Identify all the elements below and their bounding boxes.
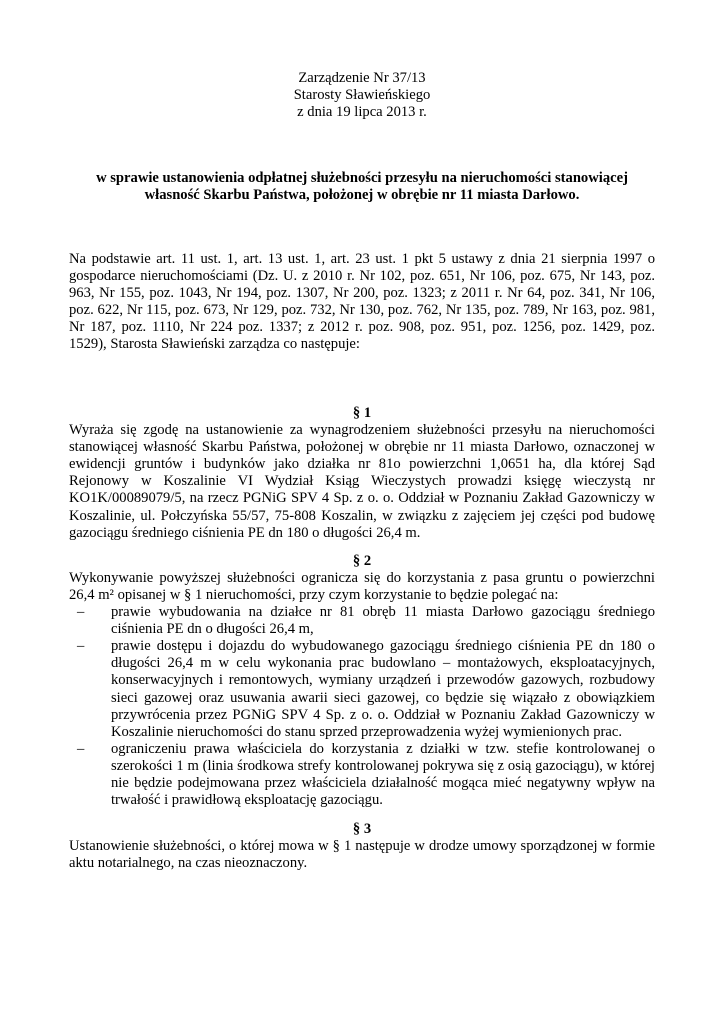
dash-bullet-icon: –	[77, 740, 85, 757]
order-sections	[69, 405, 655, 872]
order-subject: w sprawie ustanowienia odpłatnej służebności przesyłu na nieruchomości stanowiącej własność Skarbu Państwa, położonej w obrębie nr 11 miasta Darłowo.	[96, 170, 628, 204]
section-3-title: § 3	[352, 821, 372, 838]
section-1-body: Wyraża się zgodę na ustanowienie za wynagrodzeniem służebności przesyłu na nieruchomości stanowiącej własność Skarbu Państwa, położonej w obrębie nr 11 miasta Darłowo, oznaczonej w ewidencji gruntów i budynków jako działka nr 81o powierzchni 1,0651 ha, dla której Sąd Rejonowy w Koszalinie VI Wydział Ksiąg Wieczystych prowadzi księgę wieczystą nr KO1K/00089079/5, na rzecz PGNiG SPV 4 Sp. z o. o. Oddział w Poznaniu Zakład Gazowniczy w Koszalinie, ul. Połczyńska 55/57, 75-808 Koszalin, w związku z zajęciem jej części pod budowę gazociągu średniego ciśnienia PE dn 180 o długości 26,4 m.	[69, 422, 655, 541]
order-date: z dnia 19 lipca 2013 r.	[297, 104, 427, 121]
list-item-text: prawie wybudowania na działce nr 81 obręb 11 miasta Darłowo gazociągu średniego ciśnienia PE dn o długości 26,4 m,	[111, 604, 655, 638]
section-2-intro: Wykonywanie powyższej służebności ogranicza się do korzystania z pasa gruntu o powierzchni 26,4 m² opisanej w § 1 nieruchomości, przy czym korzystanie to będzie polegać na:	[69, 569, 655, 603]
section-3-body: Ustanowienie służebności, o której mowa w § 1 następuje w drodze umowy sporządzonej w formie aktu notarialnego, na czas nieoznaczony.	[69, 838, 655, 872]
document-header	[69, 70, 655, 122]
section-2-title: § 2	[352, 552, 372, 569]
order-number: Zarządzenie Nr 37/13	[298, 70, 426, 86]
section-spacer	[69, 809, 655, 821]
section-2-list	[69, 604, 655, 809]
list-item	[69, 604, 655, 638]
legal-basis-paragraph: Na podstawie art. 11 ust. 1, art. 13 ust. 1, art. 23 ust. 1 pkt 5 ustawy z dnia 21 sierpnia 1997 o gospodarce nieruchomościami (Dz. U. z 2010 r. Nr 102, poz. 651, Nr 106, poz. 675, Nr 143, poz. 963, Nr 155, poz. 1043, Nr 194, poz. 1307, Nr 200, poz. 1323; z 2011 r. Nr 64, poz. 341, Nr 106, poz. 622, Nr 115, poz. 673, Nr 129, poz. 732, Nr 130, poz. 762, Nr 135, poz. 789, Nr 163, poz. 981, Nr 187, poz. 1110, Nr 224 poz. 1337; z 2012 r. poz. 908, poz. 951, poz. 1256, poz. 1429, poz. 1529), Starosta Sławieński zarządza co następuje:	[69, 251, 655, 353]
list-item-text: prawie dostępu i dojazdu do wybudowanego gazociągu średniego ciśnienia PE dn 180 o długości 26,4 m w celu wykonania prac budowlano – montażowych, eksploatacyjnych, konserwacyjnych i remontowych, wymiany urządzeń i przewodów gazowych, rozbudowy sieci gazowej oraz usuwania awarii sieci gazowej, co będzie się wiązało z obowiązkiem przywrócenia przez PGNiG SPV 4 Sp. z o. o. Oddział w Poznaniu Zakład Gazowniczy w Koszalinie nieruchomości do stanu sprzed przeprowadzenia wyżej wymienionych prac.	[111, 638, 655, 740]
issuer: Starosty Sławieńskiego	[293, 87, 431, 104]
list-item-text: ograniczeniu prawa właściciela do korzystania z działki w tzw. stefie kontrolowanej o szerokości 1 m (linia środkowa strefy kontrolowanej pokrywa się z osią gazociągu), w której nie będzie podejmowana przez właściciela działalność mogąca mieć negatywny wpływ na trwałość i prawidłową eksploatację gazociągu.	[111, 740, 655, 809]
dash-bullet-icon: –	[77, 604, 85, 621]
list-item	[69, 741, 655, 809]
section-spacer	[69, 542, 655, 553]
dash-bullet-icon: –	[77, 638, 85, 655]
section-1-title: § 1	[352, 405, 372, 421]
list-item	[69, 638, 655, 741]
